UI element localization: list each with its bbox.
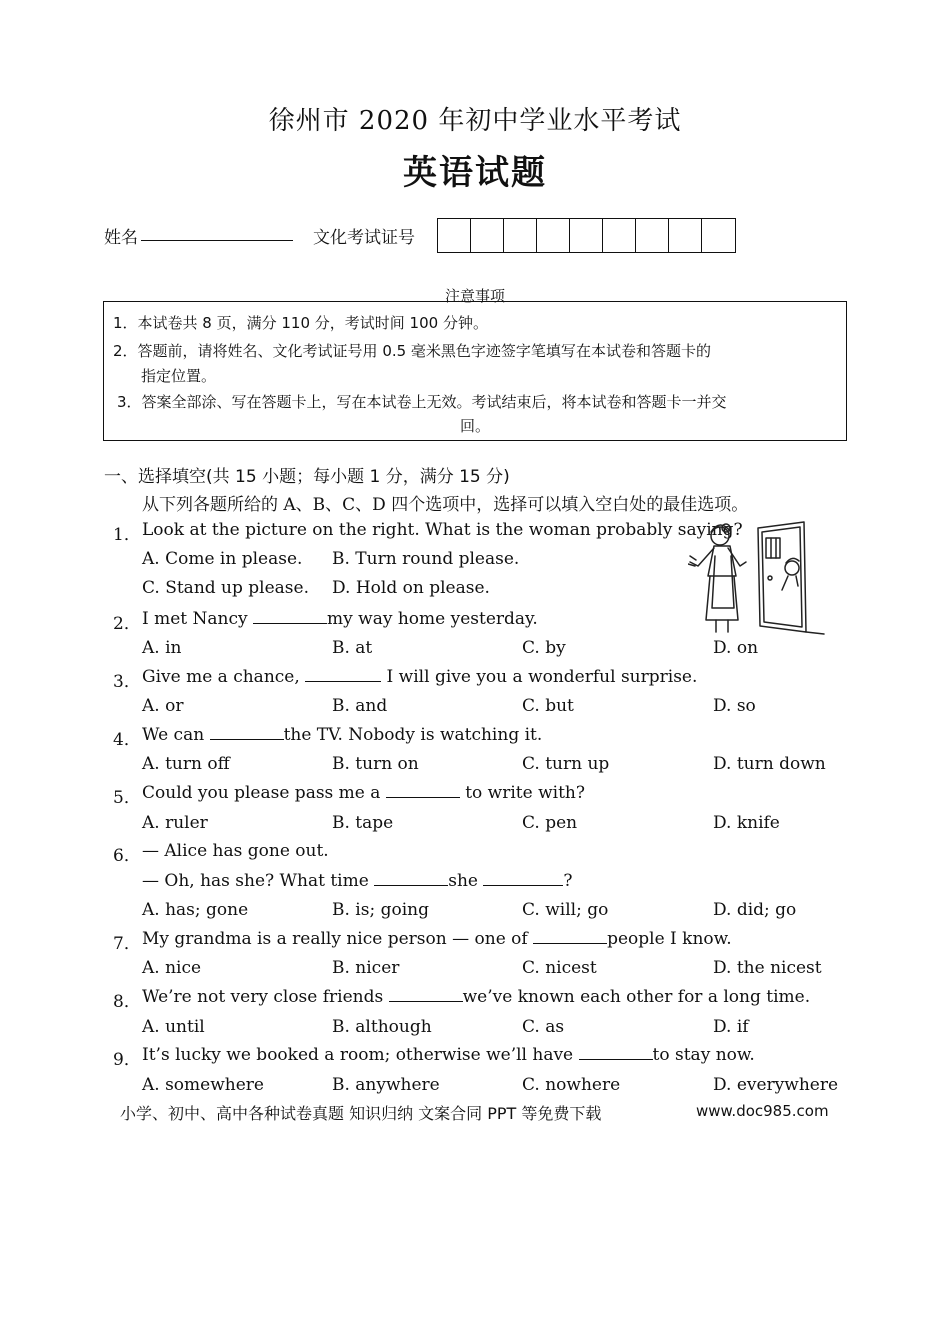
option-a[interactable]: A. in — [142, 638, 182, 658]
question-stem — [142, 609, 538, 629]
notice-item: 3．答案全部涂、写在答题卡上，写在本试卷上无效。考试结束后，将本试卷和答题卡一并交 — [117, 393, 727, 411]
id-number-grid[interactable] — [437, 218, 736, 253]
option-b[interactable]: B. is; going — [332, 900, 429, 920]
stem-text: my way home yesterday. — [327, 609, 538, 629]
answer-blank[interactable] — [579, 1059, 653, 1060]
answer-blank[interactable] — [533, 943, 607, 944]
option-b[interactable]: B. and — [332, 696, 388, 716]
stem-text: It’s lucky we booked a room; otherwise we’ll have — [142, 1045, 579, 1065]
answer-blank[interactable] — [386, 797, 460, 798]
stem-text: I met Nancy — [142, 609, 254, 629]
id-cell[interactable] — [702, 219, 735, 252]
question-number: 8． — [113, 992, 141, 1012]
question-stem: Look at the picture on the right. What is the woman probably saying? — [142, 520, 743, 540]
question-number: 7． — [113, 934, 141, 954]
option-d[interactable]: D. so — [713, 696, 756, 716]
option-d[interactable]: D. the nicest — [713, 958, 822, 978]
option-c[interactable]: C. nicest — [522, 958, 597, 978]
option-d[interactable]: D. knife — [713, 813, 780, 833]
option-a[interactable]: A. or — [142, 696, 184, 716]
option-b[interactable]: B. at — [332, 638, 373, 658]
option-c[interactable]: C. pen — [522, 813, 578, 833]
question-number: 6． — [113, 846, 141, 866]
question-number: 4． — [113, 730, 141, 750]
option-a[interactable]: A. turn off — [142, 754, 230, 774]
option-b[interactable]: B. tape — [332, 813, 394, 833]
option-a[interactable]: A. until — [142, 1017, 205, 1037]
option-d[interactable]: D. turn down — [713, 754, 826, 774]
notice-item: 1．本试卷共 8 页，满分 110 分，考试时间 100 分钟。 — [113, 314, 488, 332]
stem-text: Give me a chance, — [142, 667, 306, 687]
answer-blank[interactable] — [483, 885, 563, 886]
answer-blank[interactable] — [389, 1001, 463, 1002]
id-cell[interactable] — [669, 219, 702, 252]
question-stem — [142, 987, 810, 1007]
stem-text: ? — [563, 871, 573, 891]
question-stem — [142, 1045, 755, 1065]
question-stem — [142, 667, 697, 687]
question-stem — [142, 783, 585, 803]
option-d[interactable]: D. on — [713, 638, 759, 658]
option-a[interactable]: A. has; gone — [142, 900, 249, 920]
option-d[interactable]: D. did; go — [713, 900, 797, 920]
option-c[interactable]: C. by — [522, 638, 566, 658]
answer-blank[interactable] — [374, 885, 448, 886]
notice-item: 回。 — [459, 417, 490, 435]
id-cell[interactable] — [636, 219, 669, 252]
footer-url[interactable]: www.doc985.com — [696, 1102, 829, 1120]
stem-text: we’ve known each other for a long time. — [462, 987, 811, 1007]
id-cell[interactable] — [504, 219, 537, 252]
question-number: 2． — [113, 614, 141, 634]
section-heading: 一、选择填空(共 15 小题；每小题 1 分，满分 15 分) — [104, 467, 510, 487]
question-stem: — Alice has gone out. — [142, 841, 329, 861]
option-a[interactable]: A. ruler — [142, 813, 208, 833]
name-label: 姓名 — [104, 228, 138, 248]
notice-title: 注意事项 — [444, 287, 505, 305]
name-field[interactable] — [141, 240, 293, 241]
woman-at-door-illustration — [688, 516, 828, 638]
option-c[interactable]: C. Stand up please. — [142, 578, 309, 598]
question-number: 5． — [113, 788, 141, 808]
stem-text: We can — [142, 725, 210, 745]
id-cell[interactable] — [471, 219, 504, 252]
option-a[interactable]: A. Come in please. — [142, 549, 303, 569]
question-stem — [142, 929, 732, 949]
answer-blank[interactable] — [305, 681, 381, 682]
id-cell[interactable] — [438, 219, 471, 252]
stem-text: We’re not very close friends — [142, 987, 389, 1007]
question-stem — [142, 871, 572, 891]
answer-blank[interactable] — [253, 623, 327, 624]
stem-text: people I know. — [607, 929, 732, 949]
stem-text: Could you please pass me a — [142, 783, 386, 803]
notice-item: 2．答题前，请将姓名、文化考试证号用 0.5 毫米黑色字迹签字笔填写在本试卷和答题卡的 — [113, 342, 711, 360]
footer-text: 小学、初中、高中各种试卷真题 知识归纳 文案合同 PPT 等免费下载 — [120, 1104, 602, 1123]
id-label: 文化考试证号 — [313, 228, 415, 248]
question-number: 9． — [113, 1050, 141, 1070]
notice-item: 指定位置。 — [141, 367, 217, 385]
id-cell[interactable] — [537, 219, 570, 252]
stem-text: the TV. Nobody is watching it. — [283, 725, 543, 745]
option-c[interactable]: C. nowhere — [522, 1075, 621, 1095]
option-b[interactable]: B. Turn round please. — [332, 549, 520, 569]
option-b[interactable]: B. anywhere — [332, 1075, 440, 1095]
stem-text: to write with? — [459, 783, 585, 803]
option-b[interactable]: B. nicer — [332, 958, 400, 978]
option-d[interactable]: D. Hold on please. — [332, 578, 490, 598]
answer-blank[interactable] — [210, 739, 284, 740]
stem-text: My grandma is a really nice person — one of — [142, 929, 534, 949]
option-a[interactable]: A. nice — [142, 958, 202, 978]
option-c[interactable]: C. turn up — [522, 754, 610, 774]
exam-subject-title: 英语试题 — [403, 153, 547, 193]
option-c[interactable]: C. will; go — [522, 900, 609, 920]
option-d[interactable]: D. everywhere — [713, 1075, 839, 1095]
stem-text: to stay now. — [652, 1045, 755, 1065]
option-c[interactable]: C. but — [522, 696, 574, 716]
option-a[interactable]: A. somewhere — [142, 1075, 264, 1095]
id-cell[interactable] — [570, 219, 603, 252]
option-b[interactable]: B. turn on — [332, 754, 419, 774]
stem-text: I will give you a wonderful surprise. — [381, 667, 698, 687]
question-number: 1． — [113, 525, 141, 545]
id-cell[interactable] — [603, 219, 636, 252]
option-b[interactable]: B. although — [332, 1017, 432, 1037]
question-stem — [142, 725, 542, 745]
question-number: 3． — [113, 672, 141, 692]
stem-text: she — [448, 871, 484, 891]
option-d[interactable]: D. if — [713, 1017, 749, 1037]
stem-text: — Oh, has she? What time — [142, 871, 375, 891]
exam-title: 徐州市 2020 年初中学业水平考试 — [268, 106, 682, 136]
option-c[interactable]: C. as — [522, 1017, 565, 1037]
section-instruction: 从下列各题所给的 A、B、C、D 四个选项中，选择可以填入空白处的最佳选项。 — [142, 495, 749, 515]
